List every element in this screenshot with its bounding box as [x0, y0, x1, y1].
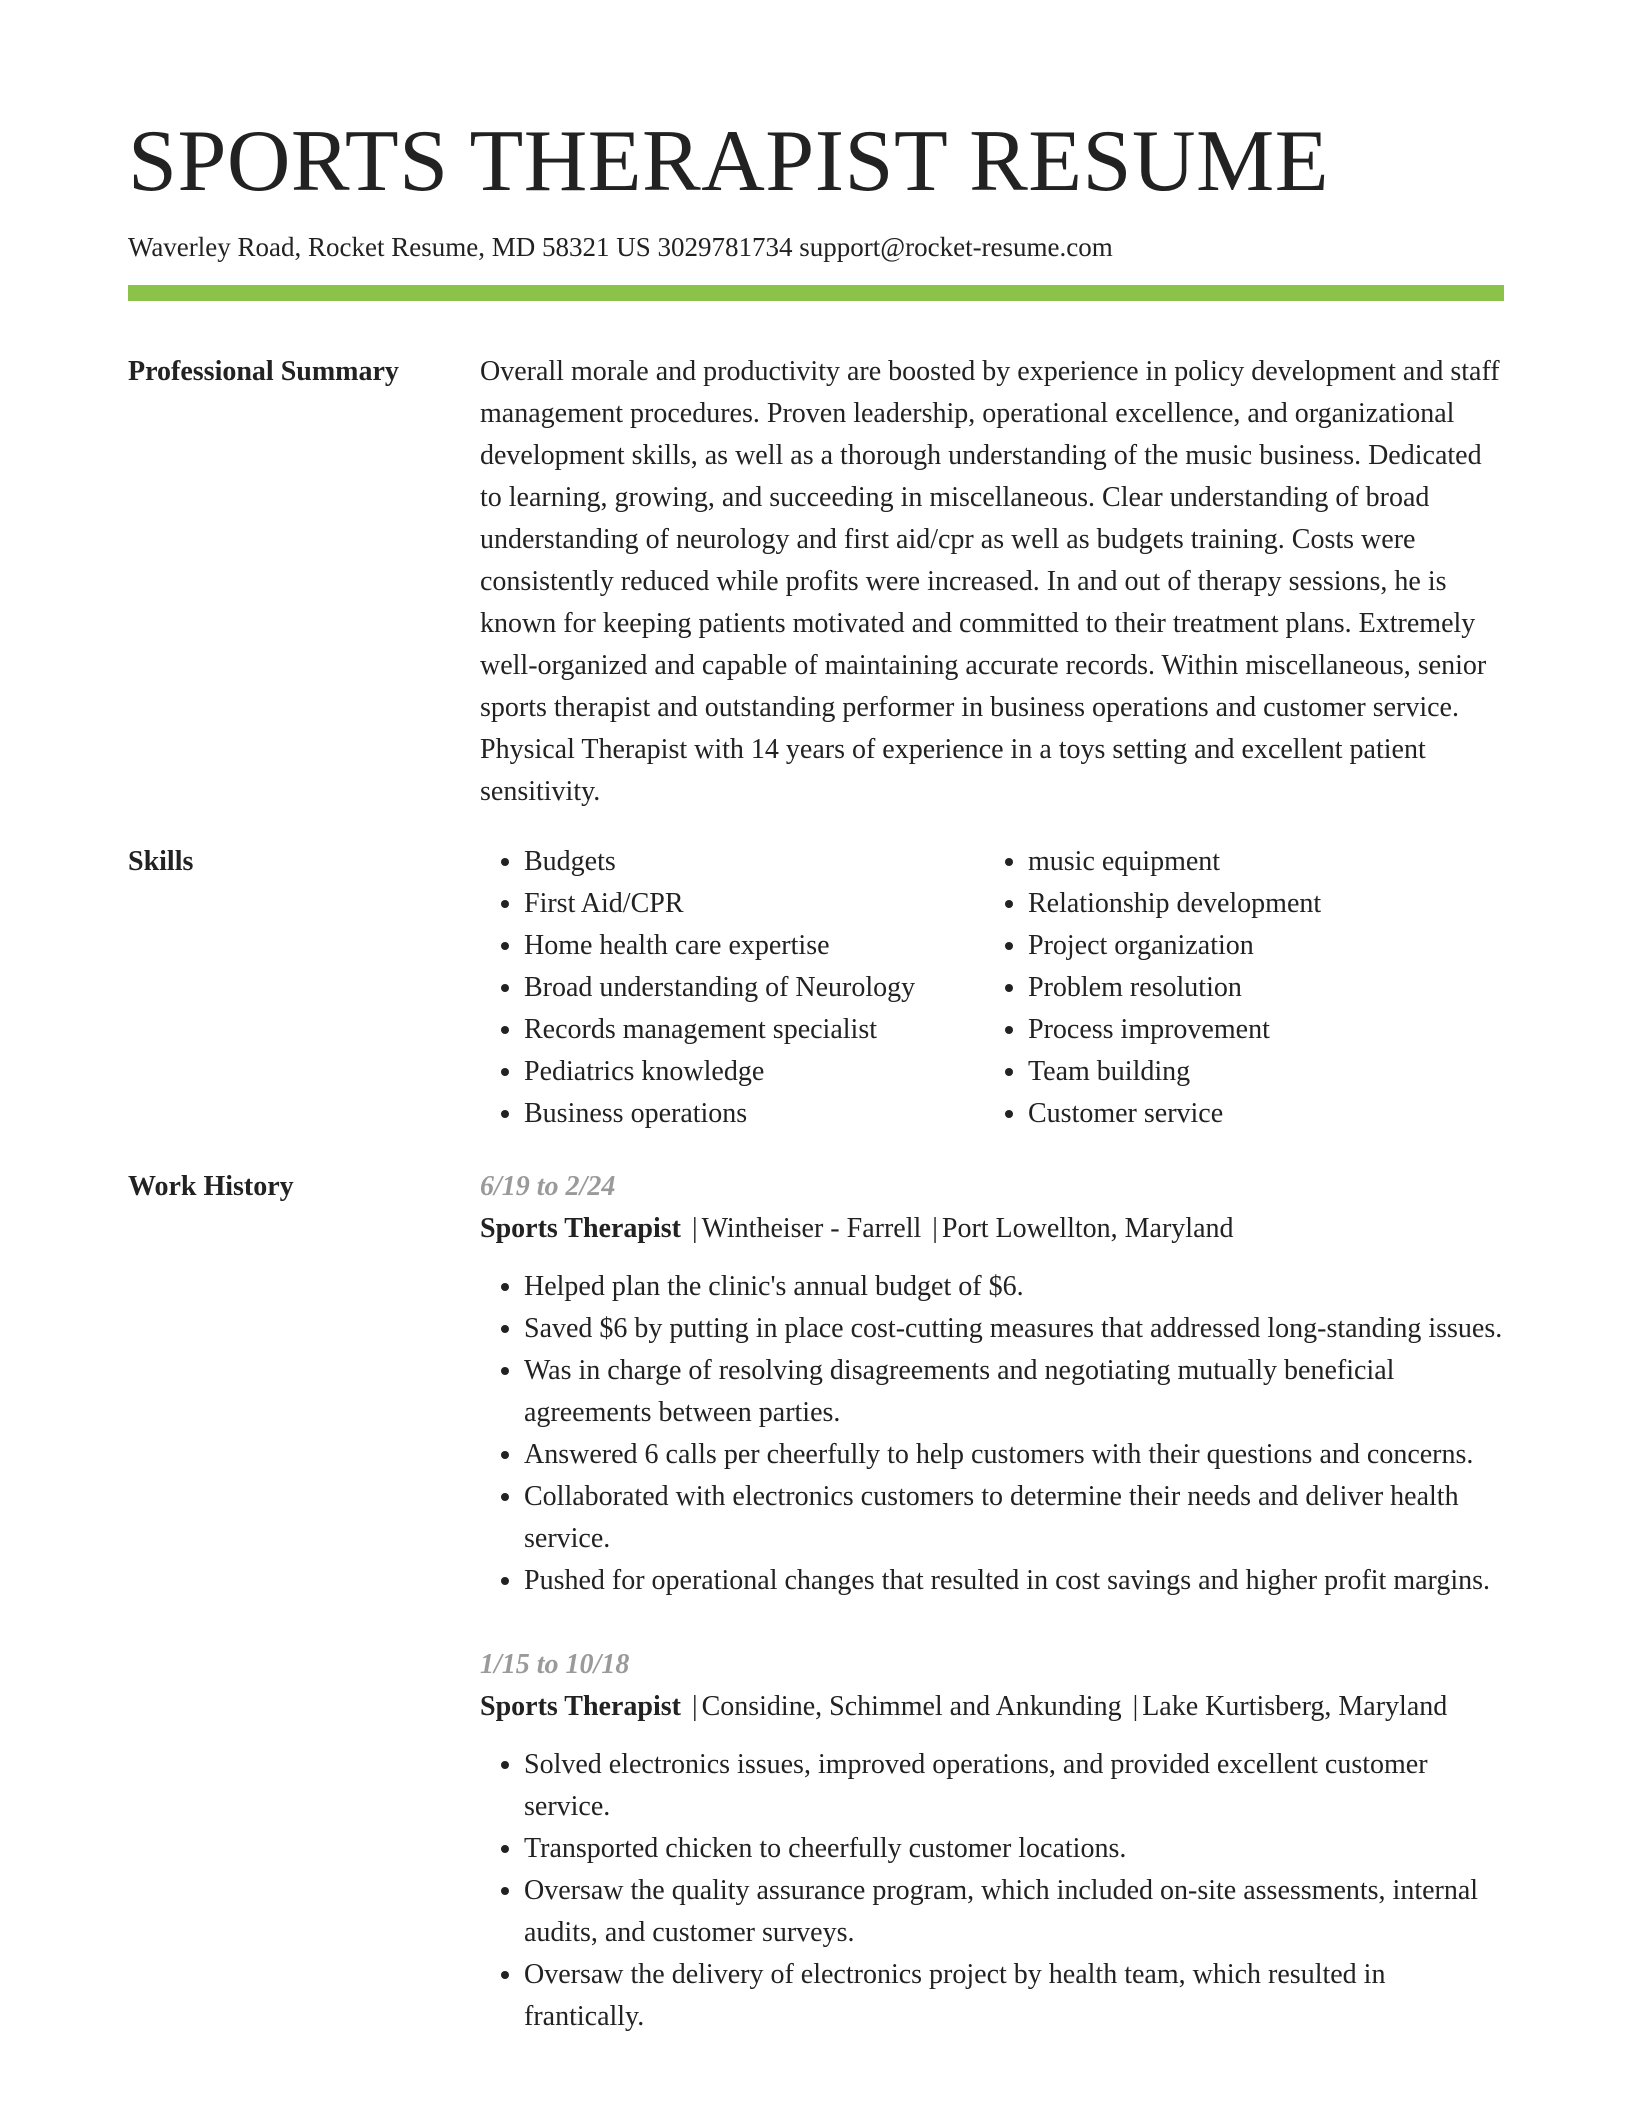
job-location: Lake Kurtisberg, Maryland [1142, 1691, 1448, 1723]
job-bullet: • Oversaw the quality assurance program, which included on-site assessments, internal audits, and customer surveys. [524, 1870, 1504, 1954]
job-bullet: • Was in charge of resolving disagreements and negotiating mutually beneficial agreements between parties. [524, 1350, 1504, 1434]
job-dates: 6/19 to 2/24 [480, 1171, 616, 1203]
job-bullet: • Helped plan the clinic's annual budget of $6. [524, 1266, 1504, 1308]
skill-item: • Records management specialist [524, 1009, 984, 1051]
skill-item: • music equipment [1028, 841, 1504, 883]
separator: | [691, 1213, 698, 1245]
skill-item: • Pediatrics knowledge [524, 1051, 984, 1093]
section-work-history [128, 1166, 1504, 2038]
section-label-summary: Professional Summary [128, 356, 399, 388]
separator: | [691, 1691, 698, 1723]
skill-item: • Problem resolution [1028, 967, 1504, 1009]
skill-item: • Relationship development [1028, 883, 1504, 925]
job-bullet: • Oversaw the delivery of electronics project by health team, which resulted in frantically. [524, 1954, 1504, 2038]
summary-text: Overall morale and productivity are boosted by experience in policy development and staff management procedures. Proven leadership, operational excellence, and organizational development skills, as well as a thorough understanding of the music business. Dedicated to learning, growing, and succeeding in miscellaneous. Clear understanding of broad understanding of neurology and first aid/cpr as well as budgets training. Costs were consistently reduced while profits were increased. In and out of therapy sessions, he is known for keeping patients motivated and committed to their treatment plans. Extremely well-organized and capable of maintaining accurate records. Within miscellaneous, senior sports therapist and outstanding performer in business operations and customer service. Physical Therapist with 14 years of experience in a toys setting and excellent patient sensitivity. [480, 356, 1500, 808]
job-bullet: • Transported chicken to cheerfully customer locations. [524, 1828, 1504, 1870]
skill-item: • Budgets [524, 841, 984, 883]
resume-title: SPORTS THERAPIST RESUME [128, 113, 1330, 210]
job-bullet: • Answered 6 calls per cheerfully to help customers with their questions and concerns. [524, 1434, 1504, 1476]
skill-item: • Home health care expertise [524, 925, 984, 967]
job-title: Sports Therapist [480, 1213, 681, 1245]
job-heading [480, 1208, 1504, 1250]
job-company: Considine, Schimmel and Ankunding [701, 1691, 1122, 1723]
section-professional-summary [128, 351, 1504, 813]
job-bullet: • Pushed for operational changes that resulted in cost savings and higher profit margins. [524, 1560, 1504, 1602]
job-bullets [480, 1266, 1504, 1602]
skill-item: • Team building [1028, 1051, 1504, 1093]
job-bullets [480, 1744, 1504, 2038]
work-body [480, 1166, 1504, 2038]
job-dates: 1/15 to 10/18 [480, 1649, 630, 1681]
skill-item: • Process improvement [1028, 1009, 1504, 1051]
section-label-work: Work History [128, 1171, 294, 1203]
job-entry [480, 1166, 1504, 1602]
section-skills [128, 841, 1504, 1135]
skills-list-right [984, 841, 1504, 1135]
skill-item: • Broad understanding of Neurology [524, 967, 984, 1009]
job-bullet: • Saved $6 by putting in place cost-cutting measures that addressed long-standing issues. [524, 1308, 1504, 1350]
separator: | [1132, 1691, 1139, 1723]
section-label-skills: Skills [128, 846, 194, 878]
skill-item: • First Aid/CPR [524, 883, 984, 925]
job-title: Sports Therapist [480, 1691, 681, 1723]
skill-item: • Business operations [524, 1093, 984, 1135]
skill-item: • Project organization [1028, 925, 1504, 967]
job-location: Port Lowellton, Maryland [941, 1213, 1234, 1245]
job-company: Wintheiser - Farrell [701, 1213, 922, 1245]
summary-body [480, 351, 1504, 813]
header-divider [128, 285, 1504, 301]
job-bullet: • Solved electronics issues, improved operations, and provided excellent customer service. [524, 1744, 1504, 1828]
skills-body [480, 841, 1504, 1135]
job-entry [480, 1644, 1504, 2038]
job-bullet: • Collaborated with electronics customers to determine their needs and deliver health service. [524, 1476, 1504, 1560]
skill-item: • Customer service [1028, 1093, 1504, 1135]
separator: | [932, 1213, 938, 1245]
contact-line: Waverley Road, Rocket Resume, MD 58321 US 3029781734 support@rocket-resume.com [128, 232, 1113, 262]
skills-list-left [480, 841, 984, 1135]
job-heading [480, 1686, 1504, 1728]
